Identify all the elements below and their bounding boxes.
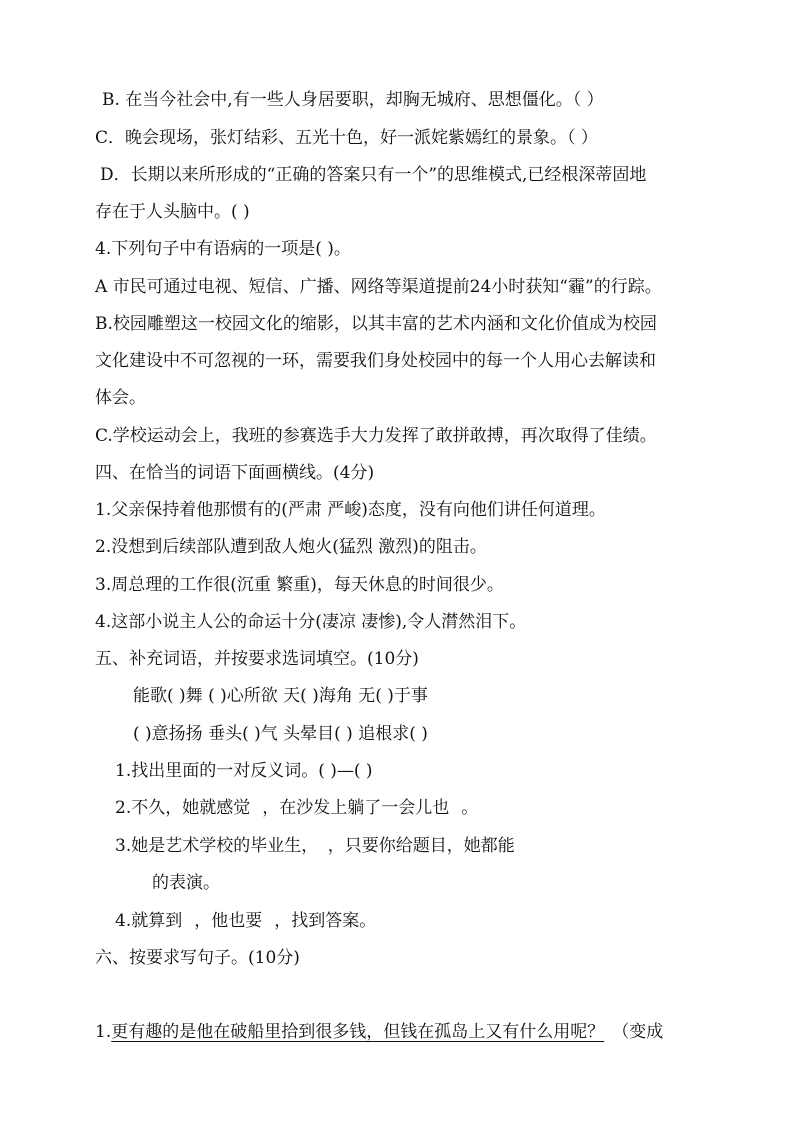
s5-item-2-text-c: 。 — [461, 798, 479, 818]
s5-item-3-continuation — [152, 871, 220, 895]
s4-item-4-text: 4.这部小说主人公的命运十分(凄凉 凄惨),令人潸然泪下。 — [95, 612, 527, 632]
section-5-heading — [95, 647, 419, 671]
q4-option-a-text: A 市民可通过电视、短信、广播、网络等渠道提前24小时获知“霾”的行踪。 — [95, 277, 662, 297]
s5-item-3 — [115, 834, 515, 858]
q4-option-b-line — [95, 312, 657, 336]
option-b-line — [102, 88, 604, 112]
s5-item-3-text-b: ，只要你给题目，她都能 — [327, 836, 515, 856]
section-5-title: 五、补充词语，并按要求选词填空。(10分) — [95, 649, 419, 669]
option-c-text: C．晚会现场，张灯结彩、五光十色，好一派姹紫嫣红的景象。（ ） — [95, 128, 598, 148]
question-4-text: 4.下列句子中有语病的一项是( )。 — [95, 239, 351, 259]
s5-item-3-text-a: 3.她是艺术学校的毕业生， — [115, 836, 310, 856]
s4-item-2-text: 2.没想到后续部队遭到敌人炮火(猛烈 激烈)的阻击。 — [95, 537, 487, 557]
option-d-text: D．长期以来所形成的“正确的答案只有一个”的思维模式,已经根深蒂固地 — [100, 165, 647, 185]
section-4-heading — [95, 461, 374, 485]
option-d-text-2: 存在于人头脑中。( ) — [95, 202, 250, 222]
q4-option-c-text: C.学校运动会上，我班的参赛选手大力发挥了敢拼敢搏，再次取得了佳绩。 — [95, 426, 657, 446]
s5-words-row-2 — [133, 722, 428, 746]
s5-item-4-text-a: 4.就算到 — [115, 911, 183, 931]
s6-item-1-sentence: 更有趣的是他在破船里拾到很多钱，但钱在孤岛上又有什么用呢？ — [111, 1022, 605, 1042]
s5-item-4-text-c: ，找到答案。 — [274, 911, 377, 931]
s5-words-row-2-text: ( )意扬扬 垂头( )气 头晕目( ) 追根求( ) — [133, 724, 428, 744]
s5-item-1 — [115, 759, 373, 783]
option-d-continuation — [95, 200, 250, 224]
s5-item-4 — [115, 909, 376, 933]
q4-option-b-text: B.校园雕塑这一校园文化的缩影，以其丰富的艺术内涵和文化价值成为校园 — [95, 314, 657, 334]
q4-option-b-line-2 — [95, 349, 656, 373]
s4-item-4 — [95, 610, 526, 634]
s6-item-1-number: 1. — [95, 1022, 112, 1042]
option-d-line — [100, 163, 646, 187]
s5-item-3-text-c: 的表演。 — [152, 873, 220, 893]
s4-item-1-text: 1.父亲保持着他那惯有的(严肃 严峻)态度，没有向他们讲任何道理。 — [95, 500, 606, 520]
q4-option-b-text-3: 体会。 — [95, 388, 146, 408]
q4-option-b-line-3 — [95, 386, 146, 410]
s5-item-1-text: 1.找出里面的一对反义词。( )—( ) — [115, 761, 373, 781]
s5-item-4-text-b: ，他也要 — [194, 911, 263, 931]
s5-item-2-text-b: ，在沙发上躺了一会儿也 — [262, 798, 450, 818]
option-c-line — [95, 126, 598, 150]
s4-item-1 — [95, 498, 606, 522]
s5-words-row-1-text: 能歌( )舞 ( )心所欲 天( )海角 无( )于事 — [133, 686, 428, 706]
question-4-line — [95, 237, 351, 261]
s4-item-3 — [95, 573, 504, 597]
s4-item-2 — [95, 535, 487, 559]
section-4-title: 四、在恰当的词语下面画横线。(4分) — [95, 463, 375, 483]
option-b-text: B. 在当今社会中,有一些人身居要职，却胸无城府、思想僵化。（ ） — [102, 90, 604, 110]
s4-item-3-text: 3.周总理的工作很(沉重 繁重)，每天休息的时间很少。 — [95, 575, 504, 595]
q4-option-b-text-2: 文化建设中不可忽视的一环，需要我们身处校园中的每一个人用心去解读和 — [95, 351, 656, 371]
s6-item-1 — [95, 1020, 663, 1044]
s6-item-1-instruction: （变成 — [612, 1022, 664, 1042]
section-6-heading — [95, 946, 300, 970]
section-6-title: 六、按要求写句子。(10分) — [95, 948, 300, 968]
s5-words-row-1 — [133, 684, 428, 708]
q4-option-c-line — [95, 424, 657, 448]
s5-item-2 — [115, 796, 478, 820]
s5-item-2-text-a: 2.不久，她就感觉 — [115, 798, 251, 818]
q4-option-a-line — [95, 275, 662, 299]
